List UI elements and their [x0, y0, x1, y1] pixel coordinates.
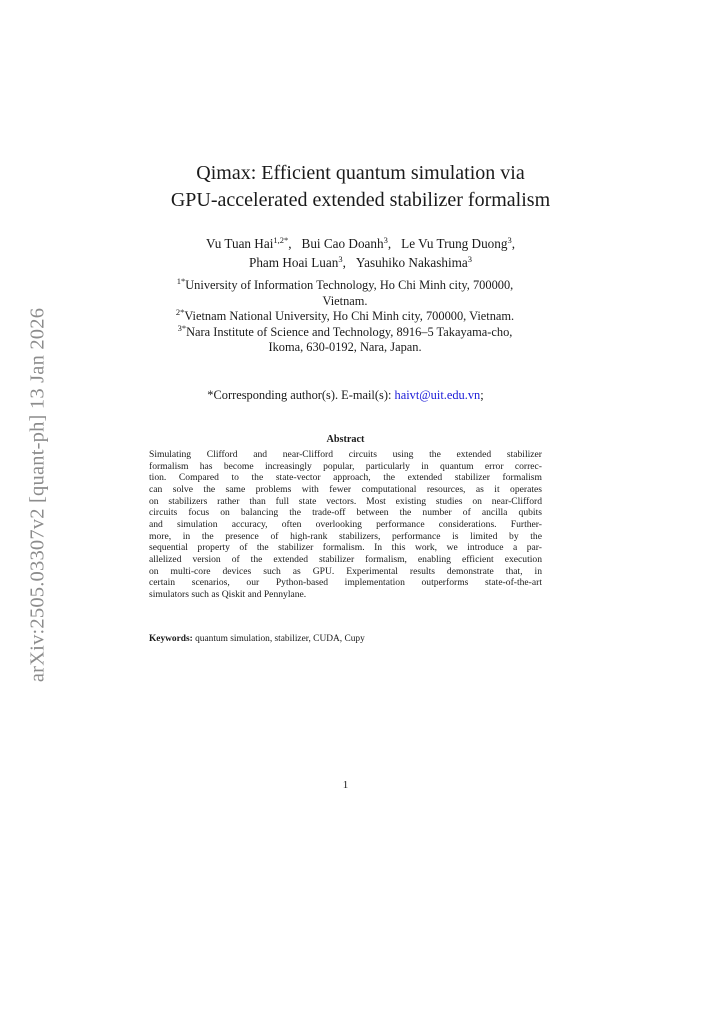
author-line-1: Vu Tuan Hai$^{1,2*}$, Bui Cao Doanh$^3$, Le Vu Trung Duong$^3$,: [206, 235, 515, 251]
affiliation-3-continued: Ikoma, 630-0192, Nara, Japan.: [268, 340, 422, 354]
corresponding-suffix: ;: [480, 388, 484, 402]
affiliation-2: [135, 309, 555, 325]
keywords-text: quantum simulation, stabilizer, CUDA, Cupy: [192, 634, 365, 644]
affiliation-mark: 3*: [177, 322, 187, 333]
title-line-1: Qimax: Efficient quantum simulation via: [196, 162, 525, 184]
abstract-line: certain scenarios, our Python-based implementation outperforms state-of-the-art: [149, 577, 542, 589]
title-line-2: GPU-accelerated extended stabilizer formalism: [170, 189, 551, 211]
abstract-line: sequential property of the stabilizer formalism. In this work, we introduce a par-: [149, 542, 542, 554]
abstract-line: Simulating Clifford and near-Clifford circuits using the extended stabilizer: [149, 449, 542, 460]
abstract-line: on stabilizers rather than full state vectors. Most existing studies on near-Clifford: [149, 495, 542, 507]
author-list: [0, 234, 721, 272]
abstract-line: simulators such as Qiskit and Pennylane.: [149, 589, 307, 601]
author-name: Bui Cao Doanh: [301, 236, 384, 251]
abstract-line: more, in the presence of high-rank stabilizers, performance is limited by the: [149, 530, 542, 542]
author-name: Yasuhiko Nakashima: [355, 255, 468, 270]
author-line-2: Pham Hoai Luan$^3$, Yasuhiko Nakashima$^3$: [248, 254, 473, 270]
author-name: Pham Hoai Luan: [248, 255, 339, 270]
abstract-line: tion. Compared to the state-vector approach, the extended stabilizer formalism: [149, 472, 542, 484]
abstract-line: circuits focus on balancing the trade-off between the number of ancilla qubits: [149, 507, 542, 519]
author-affiliation-mark: 3: [383, 235, 388, 245]
affiliations: [135, 278, 555, 356]
author-affiliation-mark: 3: [507, 235, 512, 245]
affiliation-3: [135, 322, 555, 341]
corresponding-author: [0, 388, 691, 403]
abstract-line: on multi-core devices such as GPU. Experimental results demonstrate that, in: [149, 565, 542, 577]
author-affiliation-mark: 3: [338, 254, 343, 264]
affiliation-mark: 1*: [176, 276, 186, 286]
author-affiliation-mark: 1,2*: [273, 235, 289, 245]
affiliation-text: University of Information Technology, Ho Chi Minh city, 700000,: [185, 278, 514, 292]
page-number: 1: [342, 779, 349, 791]
affiliation-text: Nara Institute of Science and Technology, 8916–5 Takayama-cho,: [186, 324, 513, 339]
abstract-line: formalism has become increasingly popular, particularly in quantum error correc-: [149, 460, 542, 472]
keywords-label: Keywords:: [149, 634, 193, 644]
abstract-line: and simulation accuracy, often overlooking performance considerations. Further-: [149, 519, 542, 531]
author-affiliation-mark: 3: [467, 254, 473, 264]
abstract-heading: Abstract: [326, 434, 365, 445]
paper-title: [0, 160, 721, 214]
arxiv-identifier[interactable]: arXiv:2505.03307v2 [quant-ph] 13 Jan 2026: [26, 307, 49, 683]
affiliation-1-continued: Vietnam.: [322, 293, 368, 308]
abstract-line: can solve the same problems with fewer computational resources, as it operates: [149, 484, 542, 496]
keywords: [149, 634, 365, 644]
affiliation-mark: 2*: [175, 307, 185, 317]
abstract-line: allelized version of the extended stabilizer formalism, enabling efficient execution: [149, 554, 542, 566]
affiliation-1: [135, 278, 555, 294]
email-link[interactable]: haivt@uit.edu.vn: [394, 388, 481, 402]
author-name: Le Vu Trung Duong: [401, 236, 508, 251]
author-name: Vu Tuan Hai: [206, 236, 274, 251]
abstract-text: [149, 449, 542, 601]
affiliation-text: Vietnam National University, Ho Chi Minh city, 700000, Vietnam.: [184, 309, 515, 323]
corresponding-label: *Corresponding author(s). E-mail(s):: [207, 388, 395, 402]
